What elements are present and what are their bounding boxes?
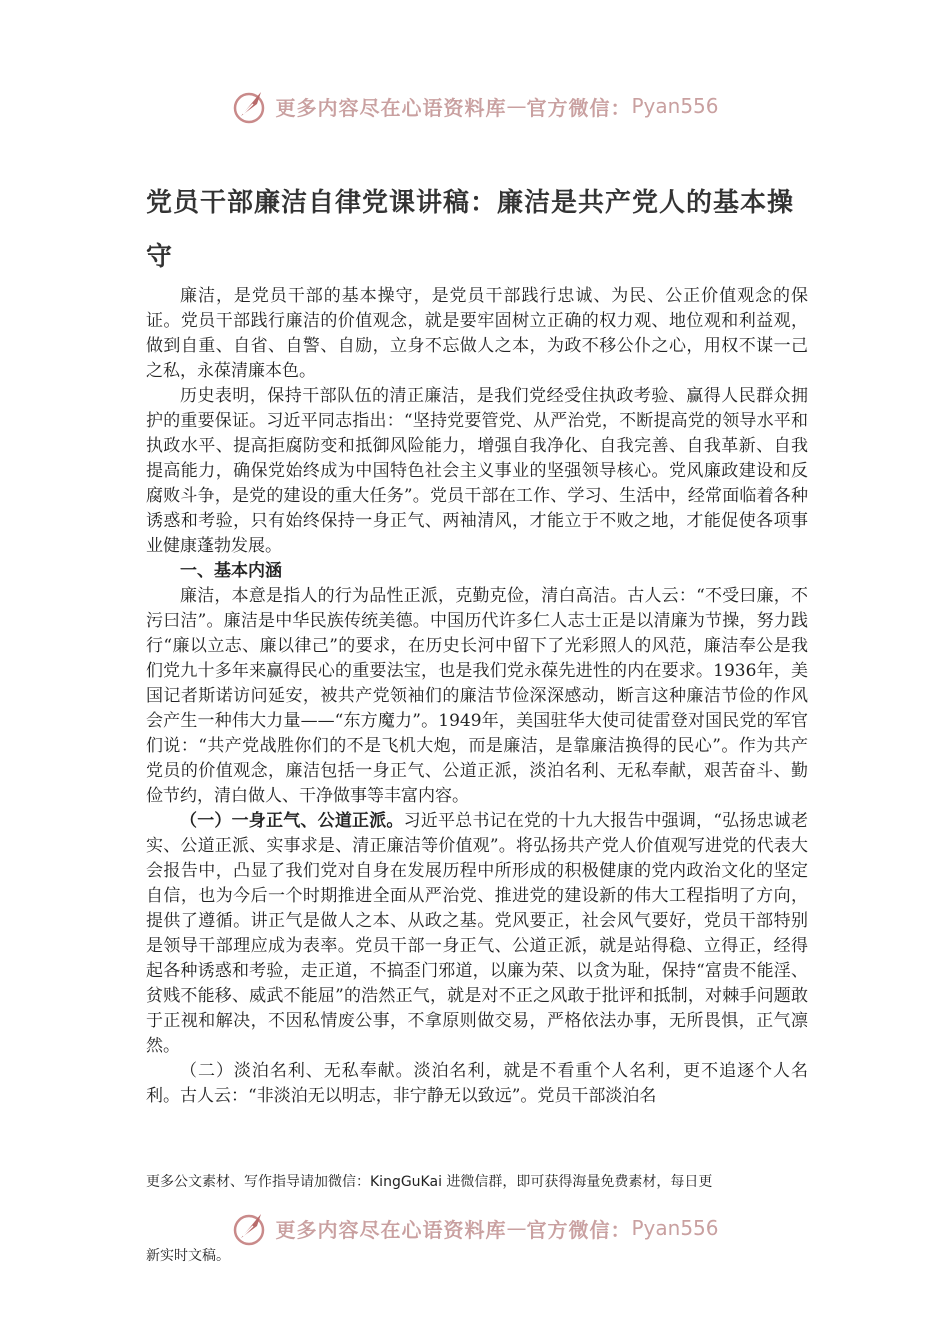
section-heading: 一、基本内涵: [180, 561, 282, 581]
watermark-separator: —: [506, 94, 527, 118]
quill-logo-icon: [231, 86, 271, 126]
watermark-wechat-id: Pyan556: [631, 1216, 719, 1240]
paragraph: 廉洁，是党员干部的基本操守，是党员干部践行忠诚、为民、公正价值观念的保证。党员干部践行廉洁的价值观念，就是要牢固树立正确的权力观、地位观和利益观，做到自重、自省、自警、自励，立身不忘做人之本，为政不移公仆之心，用权不谋一己之私，永葆清廉本色。: [146, 286, 808, 381]
watermark-top: [0, 84, 950, 128]
document-body: [146, 284, 808, 1109]
paragraph: 历史表明，保持干部队伍的清正廉洁，是我们党经受住执政考验、赢得人民群众拥护的重要保证。习近平同志指出：“坚持党要管党、从严治党，不断提高党的领导水平和执政水平、提高拒腐防变和抵御风险能力，增强自我净化、自我完善、自我革新、自我提高能力，确保党始终成为中国特色社会主义事业的坚强领导核心。党风廉政建设和反腐败斗争，是党的建设的重大任务”。党员干部在工作、学习、生活中，经常面临着各种诱惑和考验，只有始终保持一身正气、两袖清风，才能立于不败之地，才能促使各项事业健康蓬勃发展。: [146, 386, 808, 556]
paragraph: （二）淡泊名利、无私奉献。淡泊名利，就是不看重个人名利，更不追逐个人名利。古人云：“非淡泊无以明志，非宁静无以致远”。党员干部淡泊名: [146, 1061, 808, 1106]
document-title: 党员干部廉洁自律党课讲稿：廉洁是共产党人的基本操守: [146, 188, 795, 272]
watermark-separator: —: [506, 1216, 527, 1240]
watermark-text: 更多内容尽在心语资料库: [275, 95, 507, 120]
footer-note-continued: 新实时文稿。: [146, 1248, 230, 1264]
watermark-wechat-id: Pyan556: [631, 94, 719, 118]
quill-logo-icon: [231, 1208, 271, 1248]
watermark-label: 官方微信：: [526, 95, 632, 120]
subsection-paragraph: [146, 809, 808, 1059]
watermark-label: 官方微信：: [526, 1217, 632, 1242]
paragraph: 廉洁，本意是指人的行为品性正派，克勤克俭，清白高洁。古人云：“不受曰廉，不污曰洁”。廉洁是中华民族传统美德。中国历代许多仁人志士正是以清廉为节操，努力践行“廉以立志、廉以律己”的要求，在历史长河中留下了光彩照人的风范，廉洁奉公是我们党九十多年来赢得民心的重要法宝，也是我们党永葆先进性的内在要求。1936年，美国记者斯诺访问延安，被共产党领袖们的廉洁节俭深深感动，断言这种廉洁节俭的作风会产生一种伟大力量——“东方魔力”。1949年，美国驻华大使司徒雷登对国民党的军官们说：“共产党战胜你们的不是飞机大炮，而是廉洁，是靠廉洁换得的民心”。作为共产党员的价值观念，廉洁包括一身正气、公道正派，淡泊名利、无私奉献，艰苦奋斗、勤俭节约，清白做人、干净做事等丰富内容。: [146, 586, 808, 806]
subsection-text: 习近平总书记在党的十九大报告中强调，“弘扬忠诚老实、公道正派、实事求是、清正廉洁等价值观”。将弘扬共产党人价值观写进党的代表大会报告中，凸显了我们党对自身在发展历程中所形成的积极健康的党内政治文化的坚定自信，也为今后一个时期推进全面从严治党、推进党的建设新的伟大工程指明了方向，提供了遵循。讲正气是做人之本、从政之基。党风要正，社会风气要好，党员干部特别是领导干部理应成为表率。党员干部一身正气、公道正派，就是站得稳、立得正，经得起各种诱惑和考验，走正道，不搞歪门邪道，以廉为荣、以贪为耻，保持“富贵不能淫、贫贱不能移、威武不能屈”的浩然正气，就是对不正之风敢于批评和抵制，对棘手问题敢于正视和解决，不因私情废公事，不拿原则做交易，严格依法办事，无所畏惧，正气凛然。: [146, 811, 808, 1056]
footer-note: 更多公文素材、写作指导请加微信：KingGuKai 进微信群，即可获得海量免费素材，每日更: [146, 1174, 713, 1190]
subsection-lead: （一）一身正气、公道正派。: [180, 811, 404, 831]
watermark-text: 更多内容尽在心语资料库: [275, 1217, 507, 1242]
